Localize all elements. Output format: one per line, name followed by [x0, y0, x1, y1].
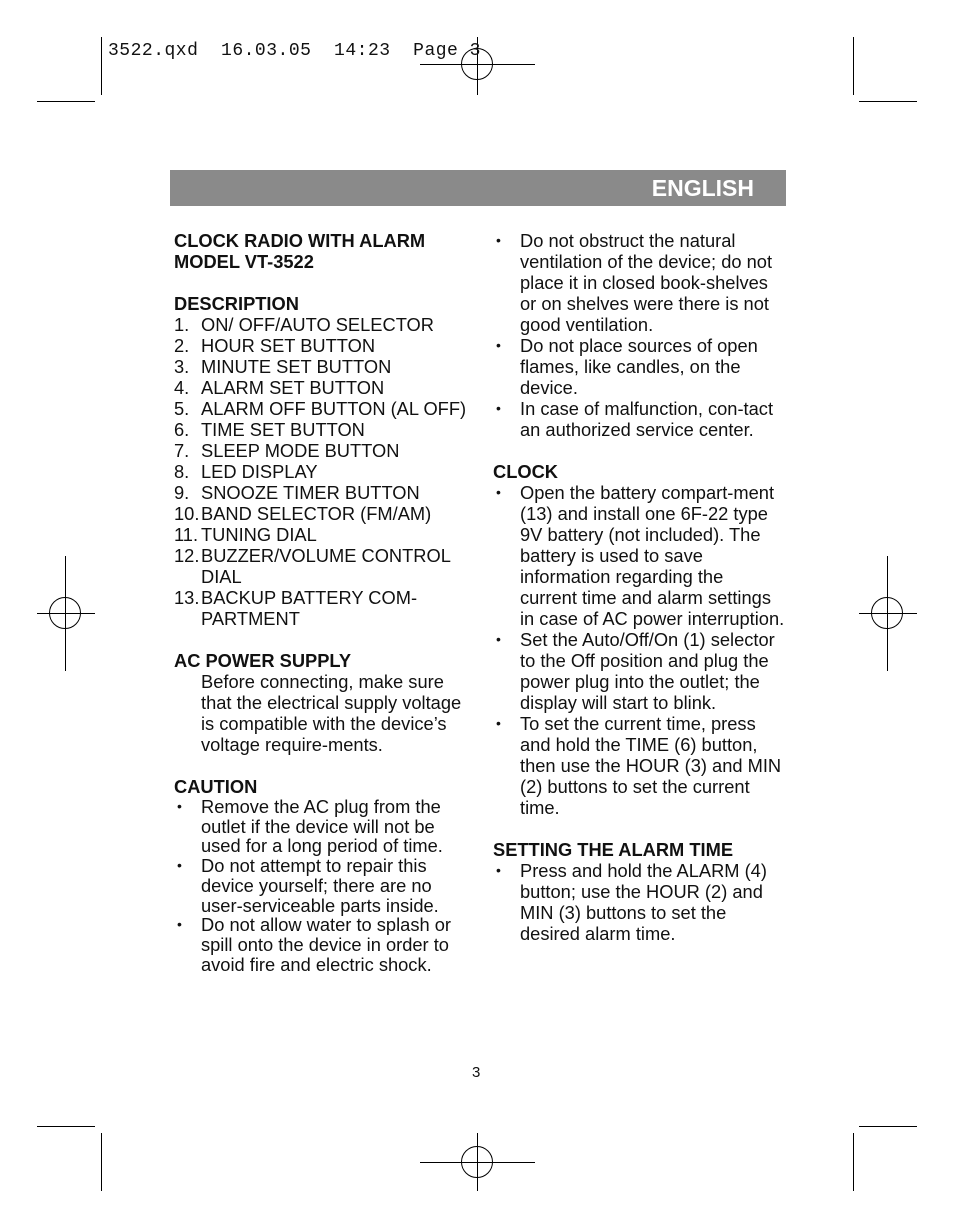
bullet-icon: •: [177, 916, 182, 933]
description-section: [174, 293, 470, 629]
bullet-item: [174, 797, 470, 856]
list-text: TIME SET BUTTON: [201, 419, 365, 440]
list-text: SLEEP MODE BUTTON: [201, 440, 400, 461]
bullet-list: [174, 797, 470, 974]
list-text: BACKUP BATTERY COM-PARTMENT: [201, 587, 418, 629]
bullet-list: [493, 860, 785, 944]
section-heading: AC POWER SUPPLY: [174, 650, 352, 671]
bullet-item: [493, 398, 785, 440]
bullet-text: In case of malfunction, con-tact an authorized service center.: [520, 398, 774, 440]
list-item: [174, 482, 470, 503]
list-item: [174, 503, 470, 524]
bullet-icon: •: [496, 715, 501, 731]
list-number: 13.: [174, 587, 200, 608]
list-text: BUZZER/VOLUME CONTROL DIAL: [201, 545, 451, 587]
bullet-item: [493, 713, 785, 818]
bullet-item: [174, 856, 470, 915]
caution-section: [174, 776, 470, 974]
file-slug: 3522.qxd 16.03.05 14:23 Page 3: [108, 41, 481, 61]
bullet-text: Remove the AC plug from the outlet if the device will not be used for a long period of time.: [201, 796, 443, 857]
list-item: [174, 377, 470, 398]
crop-mark: [853, 1133, 854, 1191]
description-list: [174, 314, 470, 629]
list-item: [174, 335, 470, 356]
bullet-icon: •: [496, 337, 501, 353]
list-item: [174, 398, 470, 419]
bullet-item: [493, 230, 785, 335]
bullet-text: Set the Auto/Off/On (1) selector to the Off position and plug the power plug into the outlet; the display will start to blink.: [520, 629, 775, 713]
list-text: BAND SELECTOR (FM/AM): [201, 503, 432, 524]
list-item: [174, 356, 470, 377]
bullet-item: [493, 629, 785, 713]
list-text: ALARM SET BUTTON: [201, 377, 385, 398]
list-item: [174, 524, 470, 545]
crop-mark: [101, 37, 102, 95]
list-item: [174, 461, 470, 482]
list-text: HOUR SET BUTTON: [201, 335, 376, 356]
bullet-icon: •: [496, 631, 501, 647]
crop-mark: [37, 101, 95, 102]
bullet-item: [493, 482, 785, 629]
bullet-text: Do not allow water to splash or spill onto the device in order to avoid fire and electric shock.: [201, 914, 451, 975]
bullet-text: Press and hold the ALARM (4) button; use the HOUR (2) and MIN (3) buttons to set the desired alarm time.: [520, 860, 767, 944]
list-number: 10.: [174, 503, 200, 524]
section-heading: SETTING THE ALARM TIME: [493, 839, 734, 860]
registration-circle: [871, 597, 903, 629]
bullet-item: [493, 335, 785, 398]
list-number: 8.: [174, 461, 190, 482]
language-banner: [170, 170, 786, 206]
bullet-icon: •: [496, 862, 501, 878]
crop-mark: [859, 1126, 917, 1127]
list-item: [174, 587, 470, 629]
list-number: 9.: [174, 482, 190, 503]
bullet-list: [493, 482, 785, 818]
list-text: SNOOZE TIMER BUTTON: [201, 482, 420, 503]
list-number: 5.: [174, 398, 190, 419]
bullet-icon: •: [496, 400, 501, 416]
bullet-icon: •: [496, 484, 501, 500]
ac-power-section: [174, 650, 470, 755]
list-item: [174, 440, 470, 461]
bullet-text: Do not attempt to repair this device yourself; there are no user-serviceable parts inside.: [201, 855, 439, 916]
right-column: [493, 230, 785, 965]
list-text: TUNING DIAL: [201, 524, 317, 545]
page-number: 3: [472, 1064, 481, 1081]
registration-circle: [49, 597, 81, 629]
crop-mark: [853, 37, 854, 95]
product-title: CLOCK RADIO WITH ALARM MODEL VT-3522: [174, 230, 426, 272]
bullet-icon: •: [496, 232, 501, 248]
bullet-item: [174, 915, 470, 974]
crop-mark: [101, 1133, 102, 1191]
paragraph: Before connecting, make sure that the electrical supply voltage is compatible with the device’s voltage require-ments.: [201, 671, 462, 755]
bullet-icon: •: [177, 798, 182, 814]
list-number: 6.: [174, 419, 190, 440]
section-heading: DESCRIPTION: [174, 293, 299, 314]
list-text: ALARM OFF BUTTON (AL OFF): [201, 398, 467, 419]
registration-circle: [461, 1146, 493, 1178]
bullet-icon: •: [177, 857, 182, 874]
alarm-section: [493, 839, 785, 944]
list-number: 2.: [174, 335, 190, 356]
bullet-text: To set the current time, press and hold the TIME (6) button, then use the HOUR (3) and MIN (2) buttons to set the current time.: [520, 713, 782, 818]
list-number: 11.: [174, 524, 199, 545]
list-number: 7.: [174, 440, 190, 461]
list-text: ON/ OFF/AUTO SELECTOR: [201, 314, 434, 335]
bullet-list: [493, 230, 785, 440]
bullet-text: Do not obstruct the natural ventilation of the device; do not place it in closed book-shelves or on shelves were there is not good ventilation.: [520, 230, 773, 335]
list-number: 12.: [174, 545, 200, 566]
list-number: 1.: [174, 314, 190, 335]
bullet-item: [493, 860, 785, 944]
list-text: LED DISPLAY: [201, 461, 318, 482]
bullet-text: Do not place sources of open flames, like candles, on the device.: [520, 335, 758, 398]
list-text: MINUTE SET BUTTON: [201, 356, 392, 377]
section-heading: CAUTION: [174, 776, 258, 797]
crop-mark: [859, 101, 917, 102]
left-column: [174, 230, 470, 995]
section-heading: CLOCK: [493, 461, 558, 482]
banner-title: ENGLISH: [651, 175, 754, 201]
list-number: 3.: [174, 356, 190, 377]
list-number: 4.: [174, 377, 190, 398]
bullet-text: Open the battery compart-ment (13) and install one 6F-22 type 9V battery (not included). The battery is used to save information regarding the current time and alarm settings in case of AC power interruption.: [520, 482, 785, 629]
clock-section: [493, 461, 785, 818]
list-item: [174, 314, 470, 335]
list-item: [174, 545, 470, 587]
list-item: [174, 419, 470, 440]
crop-mark: [37, 1126, 95, 1127]
